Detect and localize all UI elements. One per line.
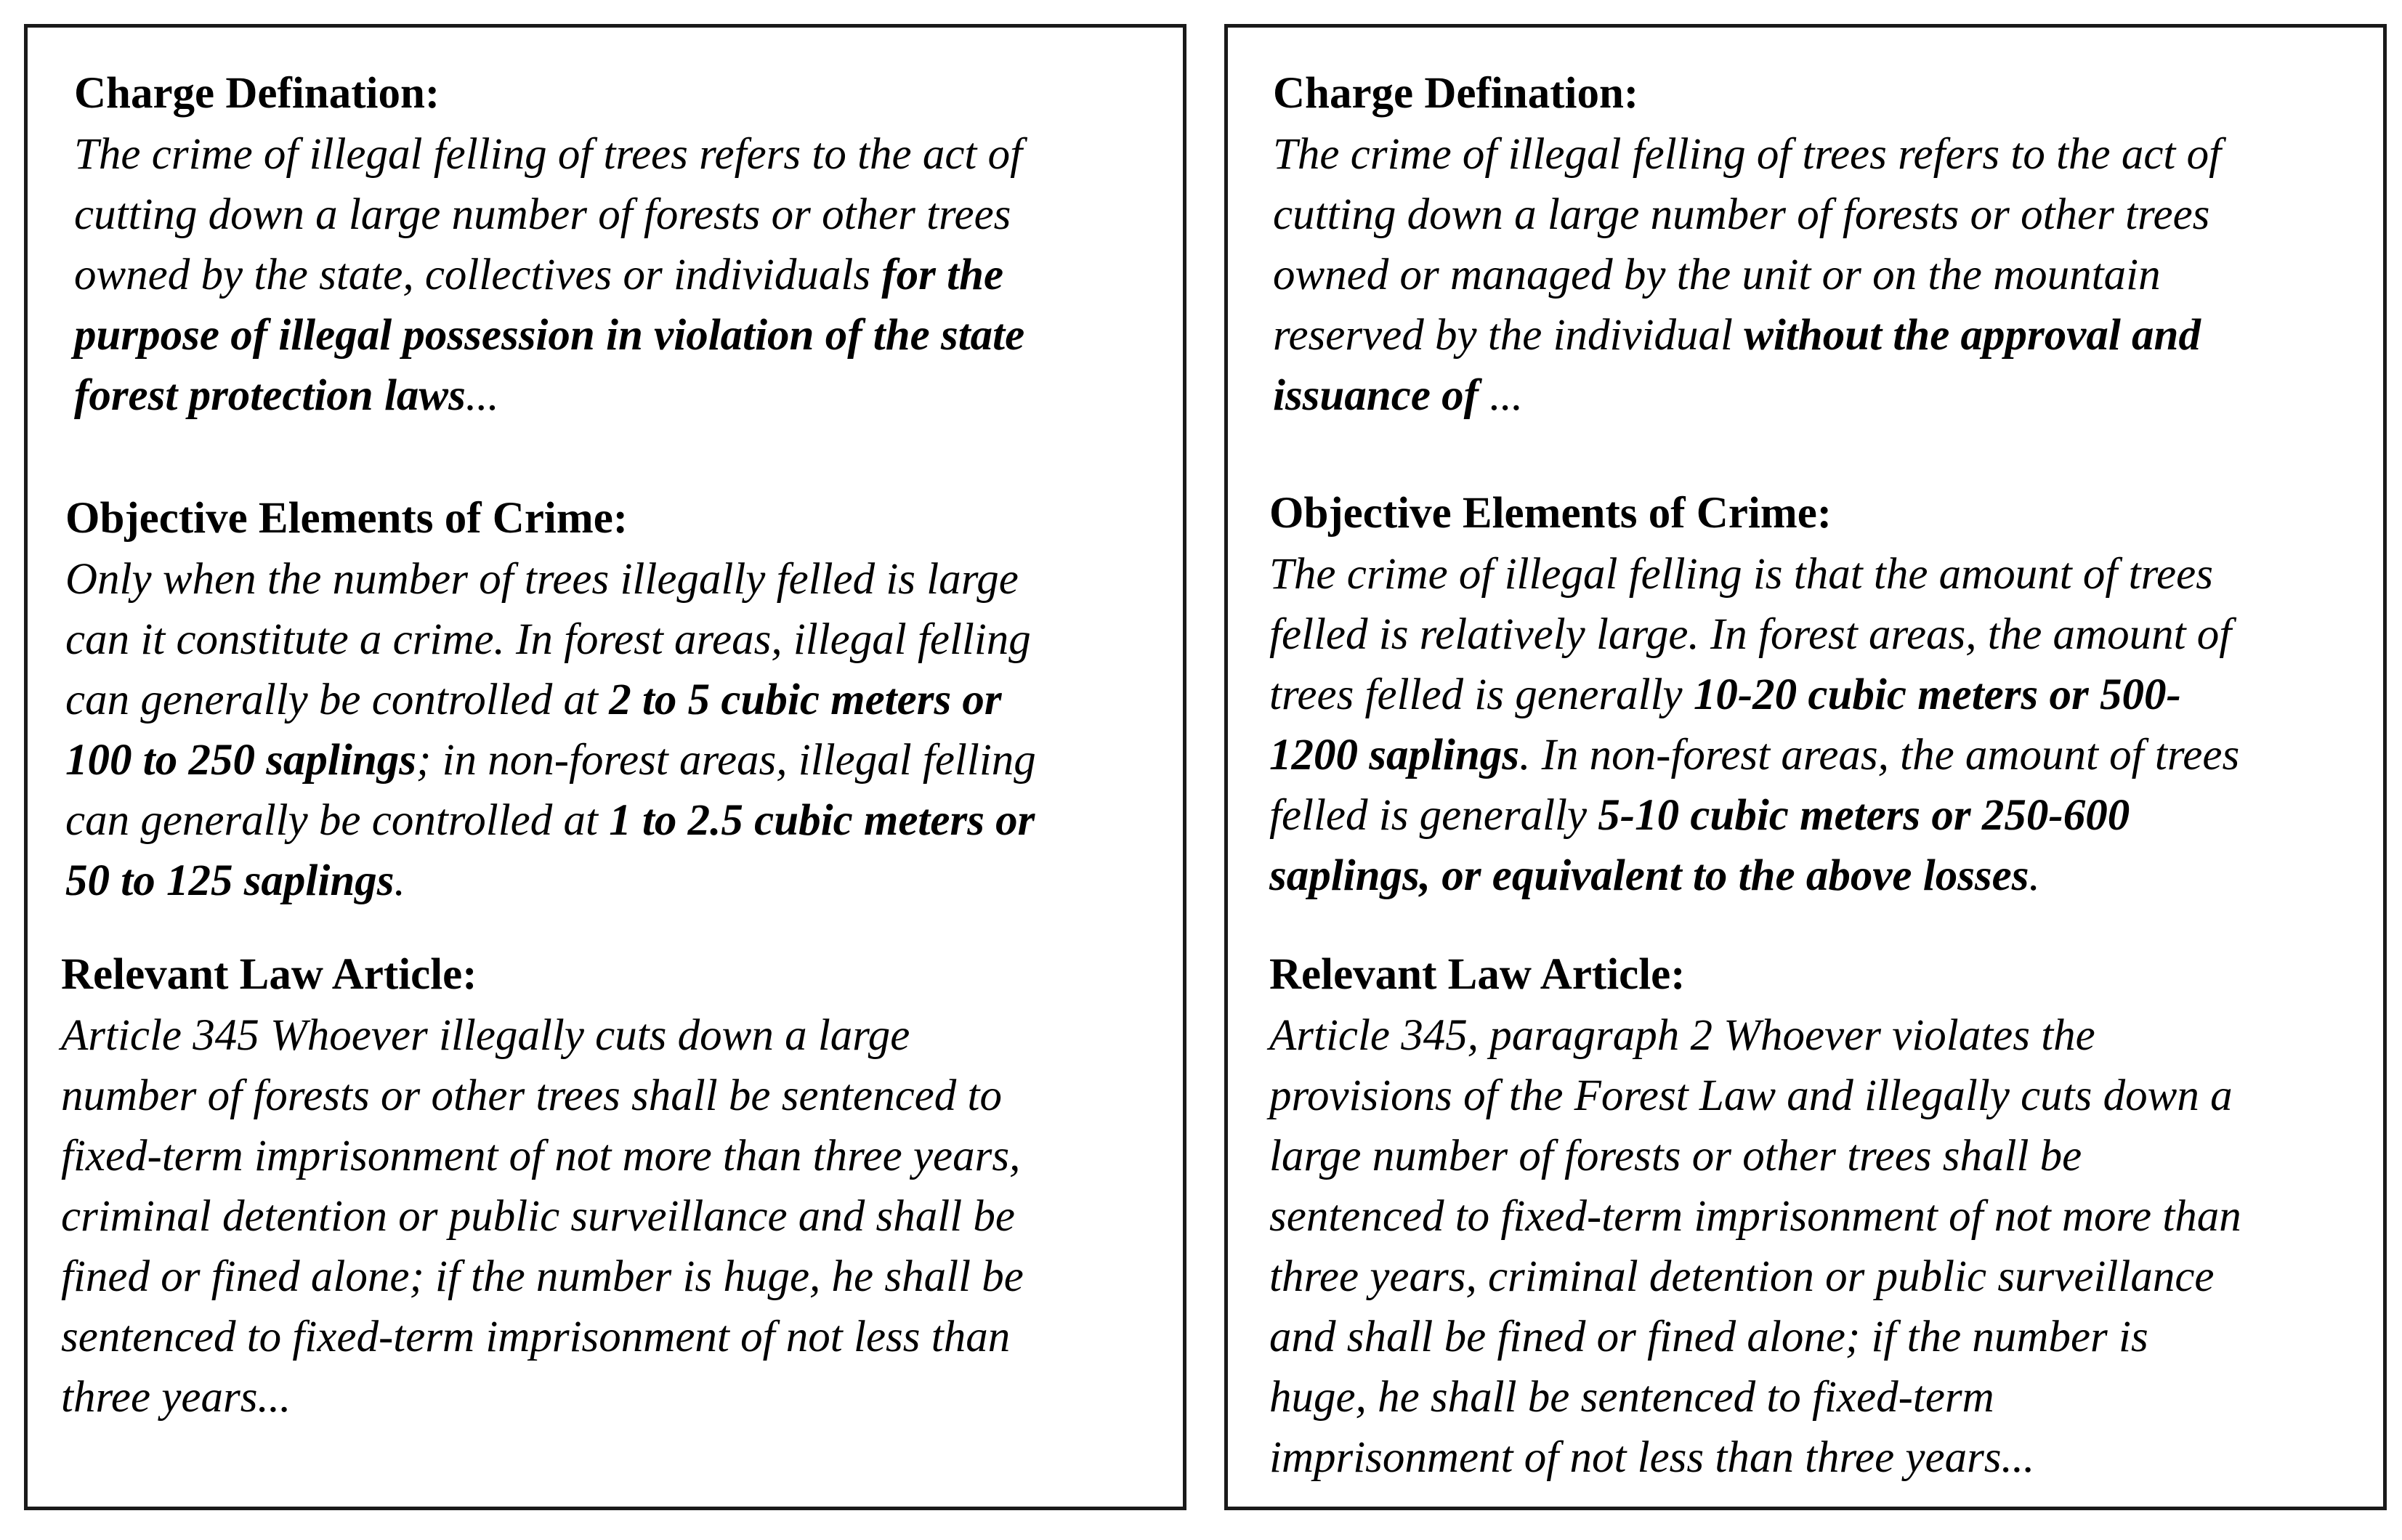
section-body [74, 124, 1024, 426]
objective-elements-section [1269, 483, 2239, 906]
text-line [65, 670, 1036, 730]
text-line [1269, 1247, 2241, 1307]
text-run: . [394, 856, 405, 905]
text-line [1269, 665, 2239, 725]
text-run: owned or managed by the unit or on the mountain [1273, 251, 2161, 299]
text-run: provisions of the Forest Law and illegally cuts down a [1269, 1071, 2233, 1120]
section-body [1269, 544, 2239, 906]
emphasized-text: issuance of [1273, 371, 1479, 420]
charge-definition-section [74, 63, 1024, 426]
section-body [1269, 1005, 2241, 1488]
relevant-law-section [61, 944, 1024, 1427]
emphasized-text: without the approval and [1744, 311, 2201, 360]
text-line [74, 305, 1024, 365]
text-run: ; in non-forest areas, illegal felling [416, 736, 1036, 785]
text-line [65, 549, 1036, 609]
text-line [61, 1066, 1024, 1126]
emphasized-text: purpose of illegal possession in violation of the state [74, 311, 1025, 360]
text-run: can generally be controlled at [65, 796, 610, 845]
section-body [1273, 124, 2221, 426]
text-line [1269, 1066, 2241, 1126]
text-run: . [2029, 851, 2040, 900]
text-line [74, 124, 1024, 185]
text-run: number of forests or other trees shall be sentenced to [61, 1071, 1002, 1120]
emphasized-text: for the [881, 251, 1004, 299]
text-run: ... [1479, 371, 1523, 420]
text-line [1273, 185, 2221, 245]
text-run: fined or fined alone; if the number is huge, he shall be [61, 1252, 1024, 1301]
text-run: ... [465, 371, 499, 420]
text-run: sentenced to fixed-term imprisonment of not less than [61, 1313, 1011, 1361]
text-line [1269, 604, 2239, 665]
text-line [1269, 1307, 2241, 1367]
text-run: The crime of illegal felling of trees refers to the act of [74, 130, 1023, 179]
text-run: criminal detention or public surveillance and shall be [61, 1192, 1015, 1241]
text-run: fixed-term imprisonment of not more than three years, [61, 1132, 1021, 1180]
text-line [1269, 725, 2239, 785]
text-run: Only when the number of trees illegally felled is large [65, 555, 1019, 604]
text-run: owned by the state, collectives or individuals [74, 251, 882, 299]
emphasized-text: 1 to 2.5 cubic meters or [609, 796, 1035, 845]
text-line [1269, 1005, 2241, 1066]
text-line [1273, 124, 2221, 185]
text-line [61, 1186, 1024, 1247]
text-run: can it constitute a crime. In forest areas, illegal felling [65, 615, 1031, 664]
text-line [61, 1307, 1024, 1367]
text-line [61, 1126, 1024, 1186]
emphasized-text: 100 to 250 saplings [65, 736, 416, 785]
text-run: three years, criminal detention or public surveillance [1269, 1252, 2215, 1301]
emphasized-text: 1200 saplings [1269, 731, 1520, 779]
section-heading: Charge Defination: [74, 69, 440, 118]
text-run: cutting down a large number of forests or other trees [74, 190, 1011, 239]
emphasized-text: 10-20 cubic meters or 500- [1693, 670, 2181, 719]
text-line [61, 1247, 1024, 1307]
text-line [74, 185, 1024, 245]
text-run: reserved by the individual [1273, 311, 1744, 360]
text-run: cutting down a large number of forests or other trees [1273, 190, 2210, 239]
text-run: imprisonment of not less than three years... [1269, 1433, 2035, 1482]
text-line [65, 609, 1036, 670]
text-line [1273, 305, 2221, 365]
section-body [61, 1005, 1024, 1427]
text-line [65, 730, 1036, 790]
text-line [74, 245, 1024, 305]
section-heading: Charge Defination: [1273, 69, 1639, 118]
text-line [65, 851, 1036, 911]
text-run: huge, he shall be sentenced to fixed-term [1269, 1373, 1994, 1422]
text-run: and shall be fined or fined alone; if the number is [1269, 1313, 2148, 1361]
section-heading: Objective Elements of Crime: [65, 494, 628, 543]
text-run: trees felled is generally [1269, 670, 1694, 719]
emphasized-text: forest protection laws [74, 371, 466, 420]
section-heading: Relevant Law Article: [61, 950, 477, 999]
charge-definition-section [1273, 63, 2221, 426]
emphasized-text: 5-10 cubic meters or 250-600 [1598, 791, 2130, 840]
text-run: The crime of illegal felling of trees refers to the act of [1273, 130, 2222, 179]
text-line [1269, 846, 2239, 906]
text-line [1269, 1427, 2241, 1488]
text-line [1269, 1186, 2241, 1247]
objective-elements-section [65, 488, 1036, 911]
left-panel [24, 24, 1186, 1510]
text-line [1269, 1126, 2241, 1186]
text-run: The crime of illegal felling is that the amount of trees [1269, 550, 2213, 599]
section-heading: Objective Elements of Crime: [1269, 489, 1832, 538]
text-run: felled is relatively large. In forest areas, the amount of [1269, 610, 2232, 659]
text-run: . In non-forest areas, the amount of trees [1519, 731, 2240, 779]
right-panel [1224, 24, 2387, 1510]
text-run: Article 345 Whoever illegally cuts down a large [61, 1011, 910, 1060]
text-run: three years... [61, 1373, 291, 1422]
emphasized-text: saplings, or equivalent to the above losses [1269, 851, 2029, 900]
section-heading: Relevant Law Article: [1269, 950, 1686, 999]
text-line [1269, 1367, 2241, 1427]
text-run: sentenced to fixed-term imprisonment of not more than [1269, 1192, 2241, 1241]
text-run: large number of forests or other trees shall be [1269, 1132, 2082, 1180]
text-line [1269, 785, 2239, 846]
emphasized-text: 2 to 5 cubic meters or [609, 676, 1002, 724]
text-line [74, 365, 1024, 426]
section-body [65, 549, 1036, 911]
text-run: felled is generally [1269, 791, 1598, 840]
emphasized-text: 50 to 125 saplings [65, 856, 395, 905]
text-line [1269, 544, 2239, 604]
text-line [1273, 365, 2221, 426]
text-run: Article 345, paragraph 2 Whoever violates the [1269, 1011, 2095, 1060]
text-line [61, 1367, 1024, 1427]
relevant-law-section [1269, 944, 2241, 1488]
text-run: can generally be controlled at [65, 676, 610, 724]
text-line [61, 1005, 1024, 1066]
text-line [65, 790, 1036, 851]
text-line [1273, 245, 2221, 305]
